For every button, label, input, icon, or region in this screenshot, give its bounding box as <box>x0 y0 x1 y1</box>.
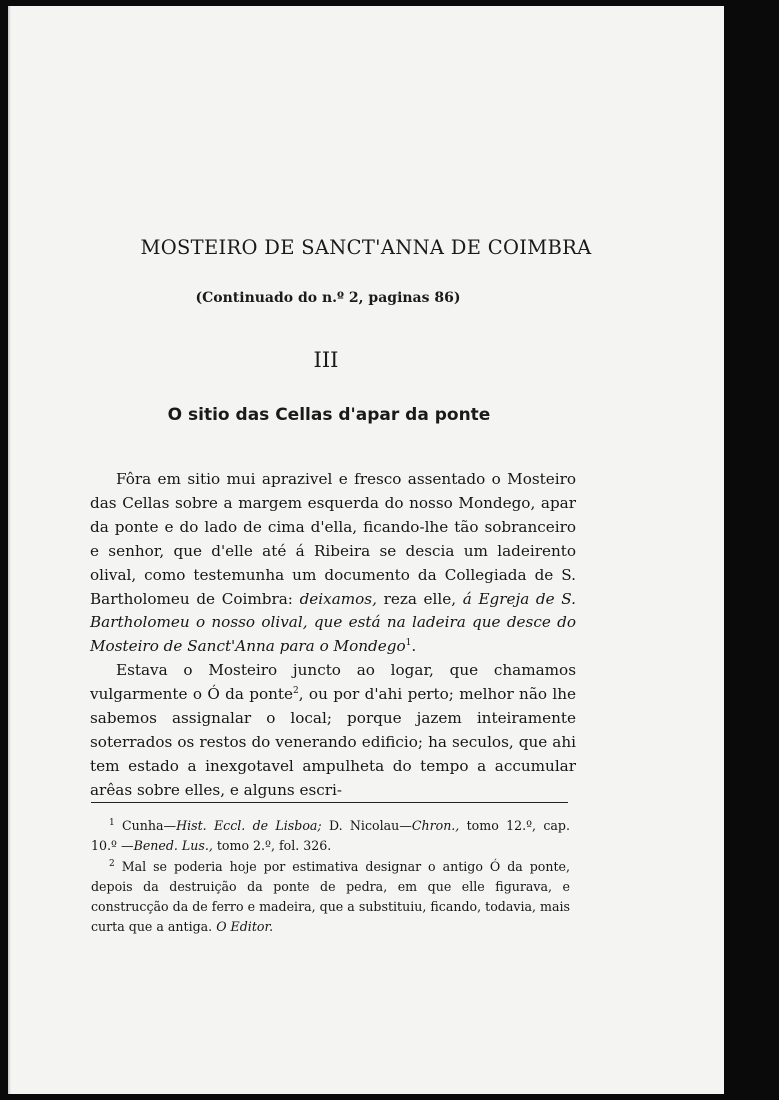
page-edge-shadow <box>8 6 11 1094</box>
document-page <box>8 6 724 1094</box>
section-number: III <box>313 348 339 372</box>
footnote-ref-1: 1 <box>405 638 412 649</box>
paragraph-2 <box>90 659 576 802</box>
section-title: O sitio das Cellas d'apar da ponte <box>167 405 491 425</box>
paragraph-1 <box>90 468 576 659</box>
quote-body: á Egreja de S. Bartholomeu o nosso olival, que está na ladeira que desce do Mosteiro de Sanct'Anna para o Mondego <box>90 589 576 656</box>
article-title: MOSTEIRO DE SANCT'ANNA DE COIMBRA <box>140 236 592 259</box>
footnote-1-number: 1 <box>109 817 115 828</box>
footnote-1-author: Cunha— <box>114 818 177 833</box>
paragraph-2-text-a: Estava o Mosteiro juncto ao logar, que chamamos vulgarmente o Ó da ponte <box>90 661 576 704</box>
footnote-2 <box>91 857 570 938</box>
footnote-1 <box>91 816 570 857</box>
footnote-1-work-b: Chron., <box>411 818 460 833</box>
footnote-ref-2: 2 <box>293 686 299 697</box>
quote-mid: reza elle, <box>376 589 463 608</box>
footnote-2-editor: O Editor. <box>216 919 274 935</box>
footnote-1-author-b: D. Nicolau— <box>321 818 412 833</box>
footnote-1-work-c: Bened. Lus., <box>133 838 213 854</box>
paragraph-2-text-b: , ou por d'ahi perto; melhor não lhe sabemos assignalar o local; porque jazem inteiramente soterrados os restos do venerando edificio; ha seculos, que ahi tem estado a inexgotavel ampulheta do tempo a accumular arêas sobre elles, e alguns escri- <box>90 685 576 799</box>
footnote-divider <box>91 802 568 803</box>
footnote-1-ref-c: tomo 2.º, fol. 326. <box>212 838 332 854</box>
body-text <box>90 468 576 803</box>
article-subtitle: (Continuado do n.º 2, paginas 86) <box>195 290 461 306</box>
footnotes <box>91 816 570 938</box>
footnote-1-ref-b: tomo 12.º, cap. 10.º — <box>91 818 570 854</box>
footnote-2-text: Mal se poderia hoje por estimativa designar o antigo Ó da ponte, depois da destruição da ponte de pedra, em que elle figurava, e construcção da de ferro e madeira, que a substituiu, ficando, todavia, mais curta que a antiga. <box>91 858 570 935</box>
footnote-2-number: 2 <box>109 858 115 869</box>
footnote-1-work-a: Hist. Eccl. de Lisboa; <box>176 818 322 833</box>
paragraph-1-text: Fôra em sitio mui aprazivel e fresco assentado o Mosteiro das Cellas sobre a margem esquerda do nosso Mondego, apar da ponte e do lado de cima d'ella, ficando-lhe tão sobranceiro e senhor, que d'elle até á Ribeira se descia um ladeirento olival, como testemunha um documento da Collegiada de S. Bartholomeu de Coimbra: <box>90 470 576 608</box>
paragraph-1-end: . <box>411 637 417 656</box>
quote-lead: deixamos, <box>299 589 377 608</box>
